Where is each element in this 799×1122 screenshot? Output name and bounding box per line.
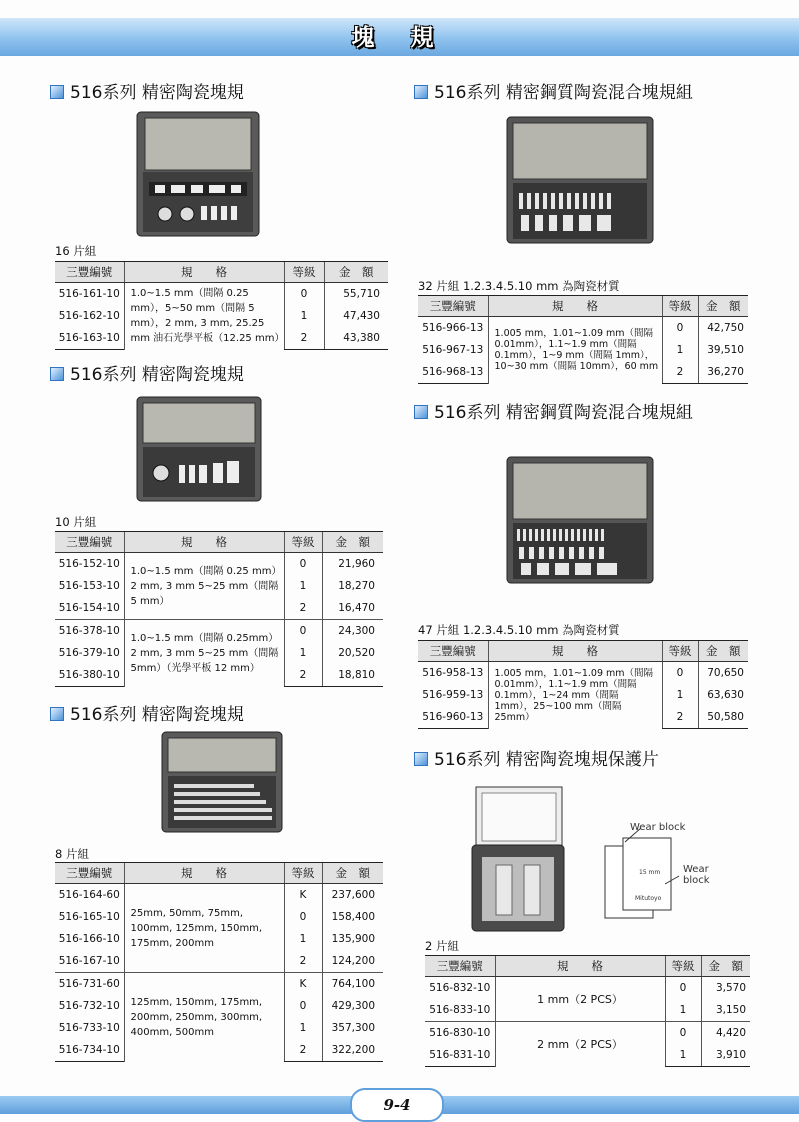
table-row (425, 977, 750, 1000)
product-photo-32pc-case (505, 115, 655, 245)
price-table-10pc (55, 531, 383, 687)
set-label-16pc: 16 片組 (55, 244, 97, 258)
cell-price: 47,430 (324, 305, 388, 327)
col-header-code: 三豐編號 (418, 641, 488, 662)
cell-code: 516-378-10 (55, 620, 124, 643)
cell-grade: K (284, 884, 322, 907)
cell-price: 764,100 (322, 973, 383, 996)
cell-spec: 1.0~1.5 mm（間隔 0.25mm）2 mm, 3 mm 5~25 mm（間隔 5mm）（光學平板 12 mm） (124, 620, 284, 687)
set-label-47pc: 47 片組 1.2.3.4.5.10 mm 為陶瓷材質 (418, 623, 620, 637)
cell-grade: 0 (662, 662, 698, 685)
cell-code: 516-153-10 (58, 580, 120, 592)
price-table-47pc (418, 640, 748, 729)
col-header-code: 三豐編號 (55, 532, 124, 553)
table-header (418, 641, 748, 662)
cell-spec: 1.0~1.5 mm（間隔 0.25 mm）2 mm, 3 mm 5~25 mm（間隔 5 mm） (124, 553, 284, 620)
bullet-square-icon (50, 85, 64, 99)
bullet-square-icon (414, 752, 428, 766)
cell-code: 516-164-60 (58, 889, 120, 901)
cell-grade: 1 (284, 305, 324, 327)
table-row (418, 317, 748, 340)
cell-grade: 2 (284, 664, 322, 687)
cell-code: 516-832-10 (429, 982, 491, 994)
cell-price: 43,380 (324, 327, 388, 350)
set-label-2pc: 2 片組 (425, 939, 459, 953)
cell-grade: 2 (284, 327, 324, 350)
col-header-grade: 等級 (284, 262, 324, 283)
table-row (425, 1022, 750, 1045)
diagram-dim-label: 15 mm (639, 869, 661, 876)
col-header-spec: 規 格 (488, 641, 662, 662)
cell-grade: 1 (662, 339, 698, 361)
cell-grade: 1 (662, 684, 698, 706)
col-header-code: 三豐編號 (425, 956, 495, 977)
cell-grade: 2 (284, 950, 322, 973)
col-header-price: 金 額 (698, 296, 748, 317)
cell-grade: 1 (284, 1017, 322, 1039)
cell-grade: 1 (284, 928, 322, 950)
cell-code: 516-733-10 (58, 1022, 120, 1034)
price-table-16pc (55, 261, 388, 350)
price-table-2pc (425, 955, 750, 1067)
bullet-square-icon (50, 367, 64, 381)
set-label-32pc: 32 片組 1.2.3.4.5.10 mm 為陶瓷材質 (418, 279, 620, 293)
cell-code: 516-167-10 (58, 955, 120, 967)
cell-price: 3,570 (701, 977, 750, 1000)
table-row (55, 620, 383, 643)
section-title-1: 516系列 精密陶瓷塊規 (50, 78, 244, 103)
product-photo-wear-block-case (468, 785, 568, 935)
cell-spec: 2 mm（2 PCS） (495, 1022, 665, 1067)
cell-grade: 0 (284, 283, 324, 306)
cell-code: 516-958-13 (422, 667, 484, 679)
product-photo-8pc-case (160, 730, 285, 835)
page-header-bar (0, 18, 799, 56)
table-row (55, 973, 383, 996)
cell-code: 516-163-10 (55, 327, 124, 350)
section-title-3: 516系列 精密陶瓷塊規 (50, 700, 244, 725)
cell-code: 516-166-10 (58, 933, 120, 945)
col-header-code: 三豐編號 (418, 296, 488, 317)
cell-code: 516-731-60 (55, 973, 124, 996)
col-header-price: 金 額 (698, 641, 748, 662)
col-header-price: 金 額 (324, 262, 388, 283)
diagram-label-wear-block-1: Wear block (630, 822, 686, 833)
cell-grade: 1 (665, 999, 701, 1022)
cell-price: 39,510 (698, 339, 748, 361)
cell-grade: 2 (284, 1039, 322, 1062)
cell-code: 516-967-13 (422, 344, 484, 356)
cell-grade: 0 (662, 317, 698, 340)
cell-price: 429,300 (322, 995, 383, 1017)
cell-price: 158,400 (322, 906, 383, 928)
cell-grade: 0 (284, 906, 322, 928)
table-row (55, 884, 383, 907)
cell-code: 516-734-10 (55, 1039, 124, 1062)
cell-price: 3,910 (701, 1044, 750, 1067)
cell-price: 4,420 (701, 1022, 750, 1045)
table-header (55, 262, 388, 283)
cell-price: 237,600 (322, 884, 383, 907)
cell-grade: 0 (665, 1022, 701, 1045)
section-title-6: 516系列 精密陶瓷塊規保護片 (414, 745, 659, 770)
cell-grade: 0 (284, 995, 322, 1017)
cell-code: 516-379-10 (58, 647, 120, 659)
cell-spec: 1.005 mm，1.01~1.09 mm（間隔 0.01mm），1.1~1.9 mm（間隔 0.1mm），1~9 mm（間隔 1mm），10~30 mm（間隔 10mm），60 mm (488, 317, 662, 384)
section-title-2: 516系列 精密陶瓷塊規 (50, 360, 244, 385)
cell-price: 50,580 (698, 706, 748, 729)
table-row (418, 662, 748, 685)
cell-grade: 1 (284, 575, 322, 597)
cell-code: 516-380-10 (55, 664, 124, 687)
table-header (55, 863, 383, 884)
col-header-code: 三豐編號 (55, 262, 124, 283)
cell-spec: 1.005 mm，1.01~1.09 mm（間隔 0.01mm），1.1~1.9 mm（間隔 0.1mm），1~24 mm（間隔 1mm），25~100 mm（間隔 25mm） (488, 662, 662, 729)
cell-price: 3,150 (701, 999, 750, 1022)
col-header-spec: 規 格 (124, 262, 284, 283)
cell-price: 20,520 (322, 642, 383, 664)
cell-grade: 2 (662, 361, 698, 384)
col-header-price: 金 額 (701, 956, 750, 977)
cell-price: 357,300 (322, 1017, 383, 1039)
section-title-5: 516系列 精密鋼質陶瓷混合塊規組 (414, 398, 693, 423)
cell-price: 322,200 (322, 1039, 383, 1062)
table-row (55, 283, 388, 306)
col-header-spec: 規 格 (495, 956, 665, 977)
col-header-grade: 等級 (284, 863, 322, 884)
cell-price: 18,270 (322, 575, 383, 597)
cell-grade: 1 (284, 642, 322, 664)
section-title-4: 516系列 精密鋼質陶瓷混合塊規組 (414, 78, 693, 103)
col-header-spec: 規 格 (124, 863, 284, 884)
cell-code: 516-968-13 (418, 361, 488, 384)
cell-spec: 125mm, 150mm, 175mm, 200mm, 250mm, 300mm, 400mm, 500mm (124, 973, 284, 1062)
col-header-grade: 等級 (665, 956, 701, 977)
table-header (418, 296, 748, 317)
cell-price: 24,300 (322, 620, 383, 643)
cell-code: 516-833-10 (429, 1004, 491, 1016)
bullet-square-icon (50, 707, 64, 721)
bullet-square-icon (414, 405, 428, 419)
cell-code: 516-830-10 (425, 1022, 495, 1045)
cell-code: 516-165-10 (58, 911, 120, 923)
cell-price: 18,810 (322, 664, 383, 687)
product-photo-47pc-case (505, 455, 655, 585)
cell-spec: 25mm, 50mm, 75mm, 100mm, 125mm, 150mm, 175mm, 200mm (124, 884, 284, 973)
cell-grade: 1 (665, 1044, 701, 1067)
cell-code: 516-161-10 (58, 288, 120, 300)
cell-price: 55,710 (324, 283, 388, 306)
col-header-price: 金 額 (322, 863, 383, 884)
cell-price: 16,470 (322, 597, 383, 620)
table-header (55, 532, 383, 553)
cell-price: 42,750 (698, 317, 748, 340)
cell-price: 124,200 (322, 950, 383, 973)
cell-code: 516-831-10 (425, 1044, 495, 1067)
product-photo-16pc-case (135, 110, 265, 240)
cell-grade: 2 (662, 706, 698, 729)
bullet-square-icon (414, 85, 428, 99)
cell-code: 516-960-13 (418, 706, 488, 729)
col-header-grade: 等級 (284, 532, 322, 553)
cell-code: 516-966-13 (422, 322, 484, 334)
page-title: 塊 規 (351, 25, 448, 51)
cell-grade: 0 (665, 977, 701, 1000)
cell-code: 516-732-10 (58, 1000, 120, 1012)
col-header-price: 金 額 (322, 532, 383, 553)
cell-code: 516-959-13 (422, 689, 484, 701)
set-label-10pc: 10 片組 (55, 515, 97, 529)
col-header-grade: 等級 (662, 641, 698, 662)
cell-spec: 1 mm（2 PCS） (495, 977, 665, 1022)
table-header (425, 956, 750, 977)
cell-code: 516-154-10 (58, 602, 120, 614)
cell-grade: 0 (284, 553, 322, 576)
page-number: 9-4 (350, 1088, 444, 1122)
price-table-8pc (55, 862, 383, 1062)
cell-price: 21,960 (322, 553, 383, 576)
set-label-8pc: 8 片組 (55, 847, 89, 861)
product-photo-10pc-case (135, 395, 265, 505)
col-header-spec: 規 格 (488, 296, 662, 317)
cell-grade: 0 (284, 620, 322, 643)
cell-grade: 2 (284, 597, 322, 620)
cell-price: 36,270 (698, 361, 748, 384)
cell-price: 70,650 (698, 662, 748, 685)
diagram-label-wear-block-2: Wear block (683, 864, 710, 886)
col-header-spec: 規 格 (124, 532, 284, 553)
cell-price: 63,630 (698, 684, 748, 706)
cell-code: 516-162-10 (58, 310, 120, 322)
diagram-brand-label: Mitutoyo (635, 895, 662, 902)
cell-grade: K (284, 973, 322, 996)
price-table-32pc (418, 295, 748, 384)
cell-price: 135,900 (322, 928, 383, 950)
col-header-grade: 等級 (662, 296, 698, 317)
table-row (55, 553, 383, 576)
cell-code: 516-152-10 (58, 558, 120, 570)
cell-spec: 1.0~1.5 mm（間隔 0.25 mm），5~50 mm（間隔 5 mm），2 mm, 3 mm, 25.25 mm 油石光學平板（12.25 mm） (124, 283, 284, 350)
col-header-code: 三豐編號 (55, 863, 124, 884)
